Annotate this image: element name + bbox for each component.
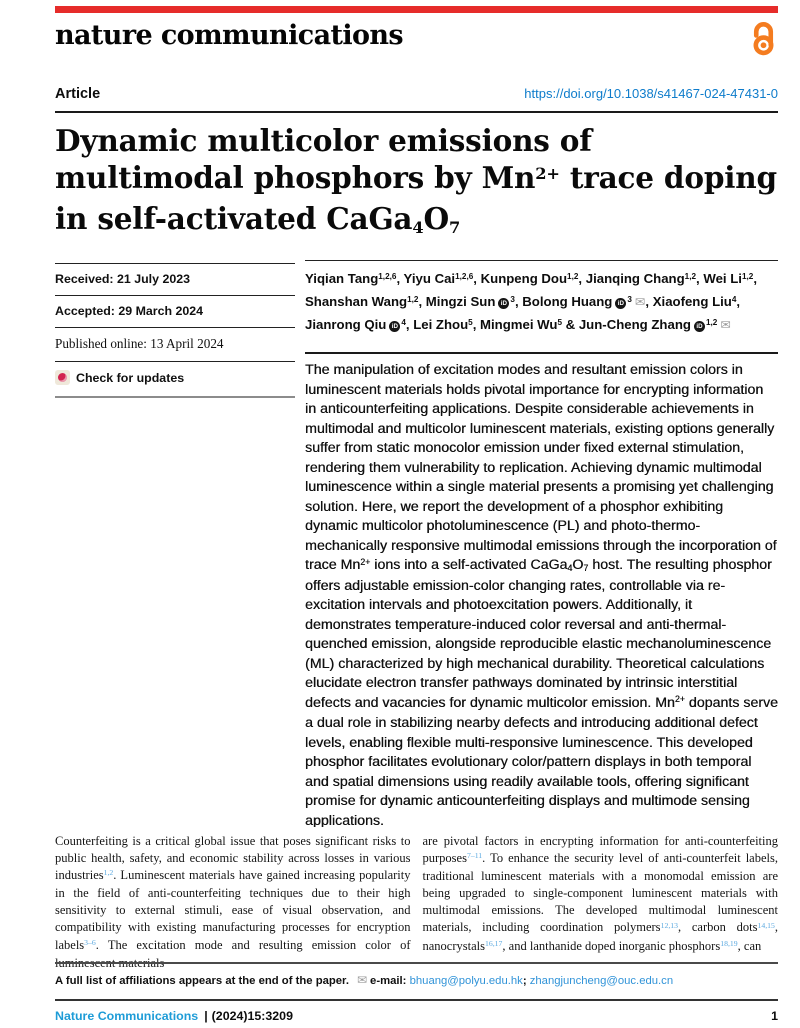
received-date: Received: 21 July 2023 bbox=[55, 263, 295, 295]
affiliations-note: A full list of affiliations appears at the end of the paper. bbox=[55, 975, 349, 987]
masthead bbox=[55, 18, 778, 64]
author-list: Yiqian Tang$^{1,2,6}$, Yiyu Cai$^{1,2,6}$, Kunpeng Dou$^{1,2}$, Jianqing Chang$^{1,2}$, Wei Li$^{1,2}$, Shanshan Wang$^{1,2}$, Mingzi Sun iD $^3$, Bolong Huang iD $^3$ ✉, Xiaofeng Liu$^4$, Jianrong Qiu iD $^4$, Lei Zhou$^5$, Mingmei Wu$^5$ & Jun-Cheng Zhang iD $^{1,2}$ ✉ bbox=[305, 260, 778, 337]
body-column-right: are pivotal factors in encrypting information for anti-counterfeiting purposes$^{7-11}$. To enhance the security level of anti-counterfeit labels, traditional luminescent materials with a monomodal emission are being upgraded to single-component luminescent materials with multimodal emissions. The developed multimodal luminescent materials, including coordination polymers$^{12,13}$, carbon dots$^{14,15}$, nanocrystals$^{16,17}$, and lanthanide doped inorganic phosphors$^{18,19}$, can bbox=[422, 834, 778, 953]
check-for-updates-label: Check for updates bbox=[76, 370, 185, 385]
orcid-icon[interactable]: iD bbox=[615, 298, 626, 309]
orcid-icon[interactable]: iD bbox=[498, 298, 509, 309]
citation-ref[interactable]: 16,17 bbox=[484, 938, 503, 948]
email-icon: ✉ bbox=[356, 973, 368, 987]
orcid-icon[interactable]: iD bbox=[694, 321, 705, 332]
citation-ref[interactable]: 3–6 bbox=[84, 937, 96, 947]
article-meta-dates bbox=[55, 263, 295, 398]
open-access-icon bbox=[749, 19, 778, 57]
footer-citation bbox=[55, 1009, 293, 1023]
email-link-1[interactable]: bhuang@polyu.edu.hk bbox=[409, 975, 523, 987]
title-line-2: multimodal phosphors by $Mn^{2+}$ trace doping bbox=[55, 159, 777, 195]
footer-journal-link[interactable]: Nature Communications bbox=[55, 1009, 199, 1023]
citation-ref[interactable]: 1,2 bbox=[103, 868, 114, 878]
article-type-label: Article bbox=[55, 86, 101, 102]
doi-link[interactable]: https://doi.org/10.1038/s41467-024-47431-0 bbox=[524, 86, 778, 101]
footer-volume: (2024)15:3209 bbox=[211, 1009, 293, 1023]
citation-ref[interactable]: 14,15 bbox=[757, 920, 775, 930]
email-separator: ; bbox=[522, 975, 527, 987]
body-column-left: Counterfeiting is a critical global issue that poses significant risks to public health, safety, and economic stability across losses in various industries$^{1,2}$. Luminescent materials have gained increasing popularity in the field of anti-counterfeiting techniques due to their high sensitivity to external stimuli, ease of visual observation, and compatibility with existing manufacturing processes for encryption labels$^{3-6}$. The excitation mode and resulting emission color of luminescent materials bbox=[55, 834, 411, 970]
citation-ref[interactable]: 18,19 bbox=[720, 938, 738, 948]
email-label: e-mail: bbox=[370, 975, 407, 987]
page-number: 1 bbox=[771, 1009, 778, 1023]
title-line-3: in self-activated $CaGa_4O_7$ bbox=[55, 201, 461, 237]
citation-ref[interactable]: 7–11 bbox=[466, 851, 483, 861]
abstract-text: The manipulation of excitation modes and resultant emission colors in luminescent materials holds pivotal importance for encrypting information in anticounterfeiting applications. Despite considerable achievements in multimodal and multicolor luminescent materials, existing options generally suffer from static monocolor emission under fixed external stimulation, rendering them vulnerability to replication. Achieving dynamic multimodal luminescence within a single material presents a promising yet challenging solution. Here, we report the development of a phosphor exhibiting dynamic multicolor photoluminescence (PL) and photo-thermo-mechanically responsive multimodal emissions through the incorporation of trace $Mn^{2+}$ ions into a self-activated $CaGa_4O_7$ host. The resulting phosphor offers adjustable emission-color changing rates, controllable via re-excitation intervals and photoexcitation powers. Additionally, it demonstrates temperature-induced color reversal and anti-thermal-quenched emission, alongside reproducible elastic mechanoluminescence (ML) characterized by high mechanical durability. Theoretical calculations elucidate electron transfer pathways dominated by intrinsic interstitial defects and vacancies for dynamic multicolor emission. $Mn^{2+}$ dopants serve a dual role in stabilizing nearby defects and introducing additional defect levels, enabling flexible multi-responsive luminescence. This developed phosphor facilitates evolutionary color/pattern displays in both temporal and spatial dimensions using readily available tools, offering significant promise for dynamic anticounterfeiting displays and multimode sensing applications. bbox=[305, 362, 778, 827]
journal-logo: nature communications bbox=[55, 20, 404, 51]
accepted-date: Accepted: 29 March 2024 bbox=[55, 295, 295, 327]
crossmark-icon bbox=[55, 370, 70, 385]
body-columns bbox=[55, 833, 778, 972]
citation-ref[interactable]: 12,13 bbox=[660, 920, 678, 930]
article-header-row bbox=[55, 86, 778, 113]
affiliations-footnote bbox=[55, 962, 778, 987]
article-title bbox=[55, 123, 778, 243]
orcid-icon[interactable]: iD bbox=[389, 321, 400, 332]
brand-bar bbox=[55, 6, 778, 13]
page-footer bbox=[55, 999, 778, 1023]
published-date: Published online: 13 April 2024 bbox=[55, 327, 295, 361]
title-line-1: Dynamic multicolor emissions of bbox=[55, 123, 592, 158]
email-icon[interactable]: ✉ bbox=[720, 317, 731, 332]
abstract-section bbox=[305, 352, 778, 827]
footer-divider: | bbox=[204, 1009, 208, 1023]
check-for-updates-button[interactable] bbox=[55, 361, 295, 398]
email-link-2[interactable]: zhangjuncheng@ouc.edu.cn bbox=[529, 975, 674, 987]
email-icon[interactable]: ✉ bbox=[634, 294, 646, 309]
